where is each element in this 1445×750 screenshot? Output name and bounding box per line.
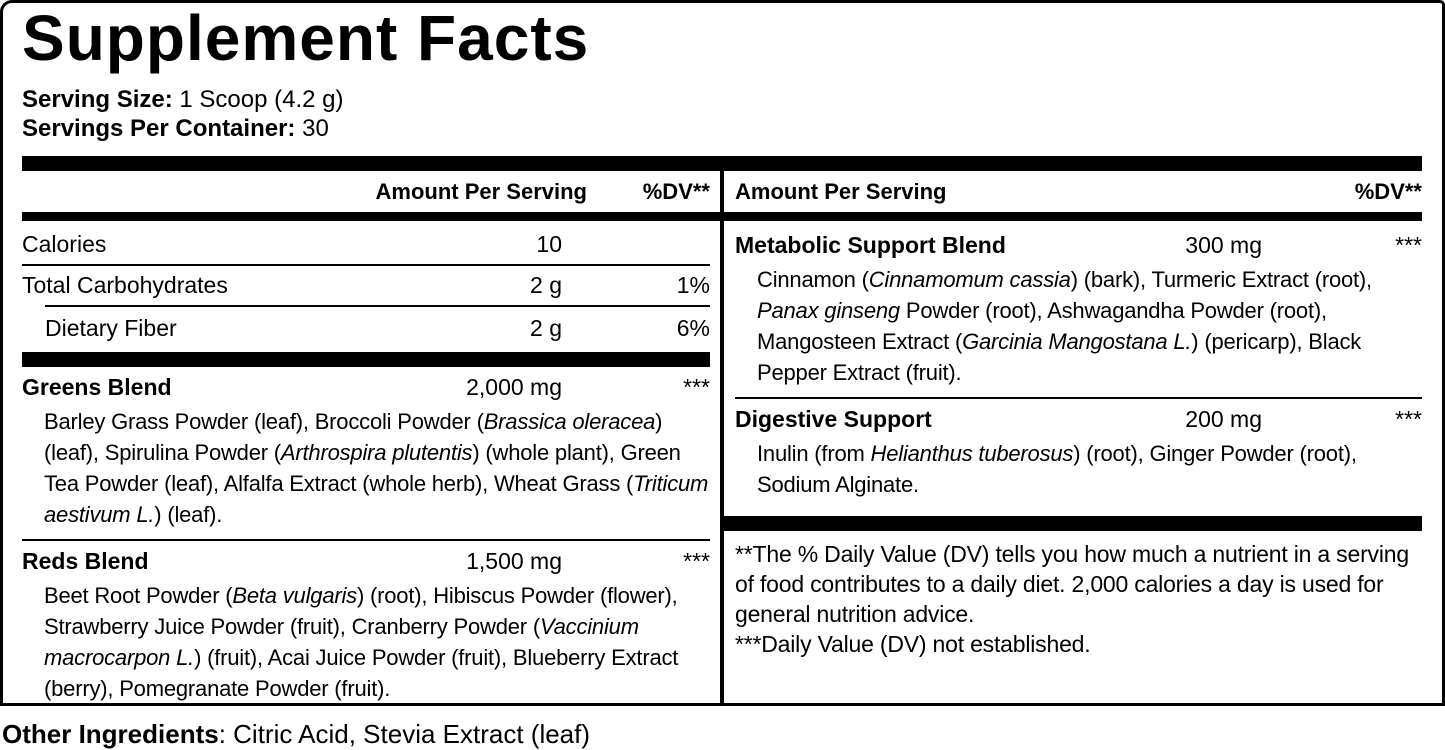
- servings-per-container-value: 30: [295, 115, 329, 142]
- blend-greens-header: [22, 370, 710, 404]
- blend-amount: 300 mg: [1185, 231, 1262, 258]
- blend-digestive-ingredients: Inulin (from Helianthus tuberosus) (root), Ginger Powder (root), Sodium Alginate.: [757, 441, 1357, 497]
- servings-per-container-line: [22, 114, 1442, 143]
- blend-dv: ***: [683, 547, 710, 574]
- row-amount: 2 g: [530, 314, 562, 341]
- blend-dv: ***: [1395, 405, 1422, 432]
- footnote-not-established: ***Daily Value (DV) not established.: [735, 631, 1091, 657]
- blend-amount: 2,000 mg: [466, 373, 562, 400]
- supplement-facts-title: Supplement Facts: [22, 2, 590, 74]
- serving-info: [22, 85, 1442, 143]
- row-dv: 6%: [676, 314, 710, 341]
- column-headers: [3, 171, 1442, 212]
- dv-header-right: %DV**: [1354, 178, 1422, 204]
- blend-reds-ingredients: Beet Root Powder (Beta vulgaris) (root), Hibiscus Powder (flower), Strawberry Juice Powder (fruit), Cranberry Powder (Vaccinium macrocarpon L.) (fruit), Acai Juice Powder (fruit), Blueberry Extract (berry), Pomegranate Powder (fruit).: [44, 583, 679, 701]
- blend-amount: 200 mg: [1185, 405, 1262, 432]
- row-separator: [735, 397, 1422, 399]
- column-header-left: [3, 171, 720, 212]
- row-separator: [22, 539, 710, 541]
- row-name: Calories: [22, 231, 107, 257]
- serving-size-label: Serving Size:: [22, 86, 173, 113]
- row-name: Total Carbohydrates: [22, 272, 228, 298]
- section-divider-bar: [22, 352, 710, 367]
- blend-amount: 1,500 mg: [466, 547, 562, 574]
- blend-dv: ***: [1395, 231, 1422, 258]
- row-amount: 10: [536, 231, 562, 257]
- blend-reds-header: [22, 544, 710, 578]
- other-ingredients-value: : Citric Acid, Stevia Extract (leaf): [218, 719, 591, 749]
- blend-name: Digestive Support: [735, 405, 932, 432]
- blend-greens-ingredients: Barley Grass Powder (leaf), Broccoli Powder (Brassica oleracea) (leaf), Spirulina Powder (Arthrospira plutentis) (whole plant), Green Tea Powder (leaf), Alfalfa Extract (whole herb), Wheat Grass (Triticum aestivum L.) (leaf).: [44, 409, 709, 527]
- nutrient-row-total-carbohydrates: [22, 266, 710, 305]
- facts-body: [3, 221, 1442, 703]
- amount-per-serving-header-right: Amount Per Serving: [735, 178, 947, 204]
- amount-per-serving-header-left: Amount Per Serving: [375, 178, 587, 204]
- facts-column-left: [3, 221, 720, 703]
- dv-header-left: %DV**: [642, 178, 710, 204]
- row-amount: 2 g: [530, 272, 562, 298]
- serving-size-line: [22, 85, 1442, 114]
- row-name: Dietary Fiber: [45, 314, 177, 341]
- footnote-daily-value: **The % Daily Value (DV) tells you how much a nutrient in a serving of food contributes to a daily diet. 2,000 calories a day is used for general nutrition advice.: [735, 541, 1409, 627]
- serving-size-value: 1 Scoop (4.2 g): [172, 86, 344, 113]
- nutrient-row-calories: [22, 225, 710, 264]
- top-divider-bar: [22, 156, 1422, 171]
- servings-per-container-label: Servings Per Container:: [22, 115, 296, 142]
- nutrient-row-dietary-fiber: [22, 307, 710, 349]
- facts-column-right: [724, 221, 1442, 703]
- row-dv: 1%: [676, 272, 710, 298]
- column-header-right: [724, 171, 1442, 212]
- blend-name: Greens Blend: [22, 373, 172, 400]
- blend-metabolic-header: [735, 228, 1422, 262]
- header-divider-bar: [22, 212, 1422, 221]
- other-ingredients-label: Other Ingredients: [2, 719, 219, 749]
- blend-dv: ***: [683, 373, 710, 400]
- section-divider-bar: [724, 516, 1422, 531]
- blend-name: Reds Blend: [22, 547, 149, 574]
- blend-name: Metabolic Support Blend: [735, 231, 1006, 258]
- blend-metabolic-ingredients: Cinnamon (Cinnamomum cassia) (bark), Turmeric Extract (root), Panax ginseng Powder (root), Ashwagandha Powder (root), Mangosteen Extract (Garcinia Mangostana L.) (pericarp), Black Pepper Extract (fruit).: [757, 267, 1372, 385]
- blend-digestive-header: [735, 402, 1422, 436]
- other-ingredients-line: [2, 718, 1445, 750]
